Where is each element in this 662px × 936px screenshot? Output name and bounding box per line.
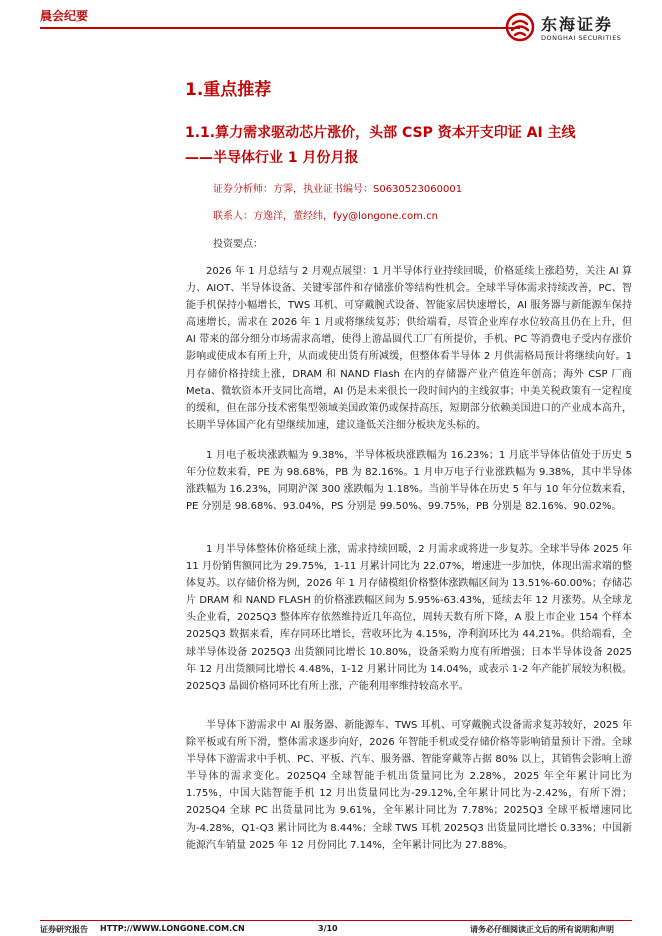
- paragraph-downstream-demand: 半导体下游需求中 AI 服务器、新能源车、TWS 耳机、可穿戴腕式设备需求复苏较好，2025 年除平板或有所下滑，整体需求逐步向好，2026 年智能手机或受存储价格等影响销量预计下滑。全球半导体下游需求中手机、PC、平板、汽车、服务器、智能穿戴等占据 80% 以上，其销售会影响上游半导体的需求变化。2025Q4 全球智能手机出货量同比为 2.28%，2025 年全年累计同比为 1.75%，中国大陆智能手机 12 月出货量同比为-29.12%,全年累计同比为-2.42%，有所下滑；2025Q4 全球 PC 出货量同比为 9.61%，全年累计同比为 7.78%；2025Q3 全球平板增速同比为-4.28%，Q1-Q3 累计同比为 8.44%；全球 TWS 耳机 2025Q3 出货量同比增长 0.33%；中国新能源汽车销量 2025 年 12 月份同比 7.14%，全年累计同比为 27.88%。: [186, 720, 632, 851]
- subsection-title-line2: ——半导体行业 1 月份月报: [185, 150, 359, 166]
- contact-line: 联系人：方逸洋，董经纬，fyy@longone.com.cn: [213, 211, 438, 222]
- analyst-line: 证券分析师：方霁，执业证书编号：S0630523060001: [213, 184, 463, 195]
- paragraph-outlook: 2026 年 1 月总结与 2 月观点展望：1 月半导体行业持续回暖，价格延续上涨趋势，关注 AI 算力、AIOT、半导体设备、关键零部件和存储涨价等结构性机会。全球半导体需求持续改善，PC、智能手机保持小幅增长，TWS 耳机、可穿戴腕式设备、智能家居快速增长，AI 服务器与新能源车保持高速增长，需求在 2026 年 1 月或将继续复苏；供给端看，尽管企业库存水位较高且仍在上升，但 AI 带来的部分细分市场需求高增，使得上游晶圆代工厂有所提价，手机、PC 等消费电子受内存涨价影响或使成本有所上升，从而或使出货有所减缓，但整体看半导体 2 月供需格局预计将继续向好。1 月存储价格持续上涨，DRAM 和 NAND Flash 在内的存储器产业产值连年创高；海外 CSP 厂商 Meta、微软资本开支同比高增，AI 仍是未来很长一段时间内的主线叙事；中美关税政策有一定程度的缓和，但在部分技术密集型领域美国政策仍或保持高压，短期部分依赖美国进口的产业成本高升，长期半导体国产化有望继续加速，建议逢低关注细分板块龙头标的。: [186, 266, 632, 431]
- footer-website-link[interactable]: HTTP://WWW.LONGONE.COM.CN: [100, 924, 245, 933]
- paragraph-valuation: 1 月电子板块涨跌幅为 9.38%，半导体板块涨跌幅为 16.23%；1 月底半导体估值处于历史 5 年分位数来看，PE 为 98.68%，PB 为 82.16%。1 月申万电子行业涨跌幅为 9.38%，其中半导体涨跌幅为 16.23%，同期沪深 300 涨跌幅为 1.18%。当前半导体在历史 5 年与 10 年分位数来看，PE 分别是 98.68%、93.04%，PS 分别是 99.50%、99.75%，PB 分别是 82.16%、90.02%。: [186, 450, 632, 513]
- footer-disclaimer: 请务必仔细阅读正文后的所有说明和声明: [470, 925, 614, 934]
- subsection-title-line1: 1.1.算力需求驱动芯片涨价，头部 CSP 资本开支印证 AI 主线: [185, 125, 576, 141]
- logo-mark-icon: [505, 12, 535, 42]
- footer-divider: [40, 920, 632, 921]
- header-divider: [40, 27, 520, 29]
- investment-highlights-label: 投资要点：: [213, 239, 263, 250]
- section-title: 1.重点推荐: [185, 80, 272, 100]
- report-type-title: 晨会纪要: [40, 9, 89, 23]
- logo-name-en: DONGHAI SECURITIES: [541, 34, 622, 42]
- logo-name-cn: 东海证券: [541, 15, 614, 34]
- page-number: 3/10: [318, 924, 338, 933]
- footer-report-label: 证券研究报告: [40, 925, 88, 934]
- company-logo: [505, 12, 645, 52]
- paragraph-price-supply: 1 月半导体整体价格延续上涨，需求持续回暖，2 月需求或将进一步复苏。全球半导体 2025 年 11 月份销售额同比为 29.75%，1-11 月累计同比为 22.07%，增速进一步加快，体现出需求端的整体复苏。以存储价格为例，2026 年 1 月存储模组价格整体涨跌幅区间为 13.51%-60.00%；存储芯片 DRAM 和 NAND FLASH 的价格涨跌幅区间为 5.95%-63.43%，延续去年 12 月涨势。从全球龙头企业看，2025Q3 整体库存依然维持近几年高位，周转天数有所下降，A 股上市企业 154 个样本 2025Q3 数据来看，库存同环比增长，营收环比为 4.15%，净利润环比为 44.21%。供给端看，全球半导体设备 2025Q3 出货额同比增长 10.80%，设备采购力度有所增强；日本半导体设备 2025 年 12 月出货额同比增长 4.48%，1-12 月累计同比为 14.04%，或表示 1-2 年产能扩展较为积极。2025Q3 晶圆价格同环比有所上涨，产能利用率维持较高水平。: [186, 544, 632, 692]
